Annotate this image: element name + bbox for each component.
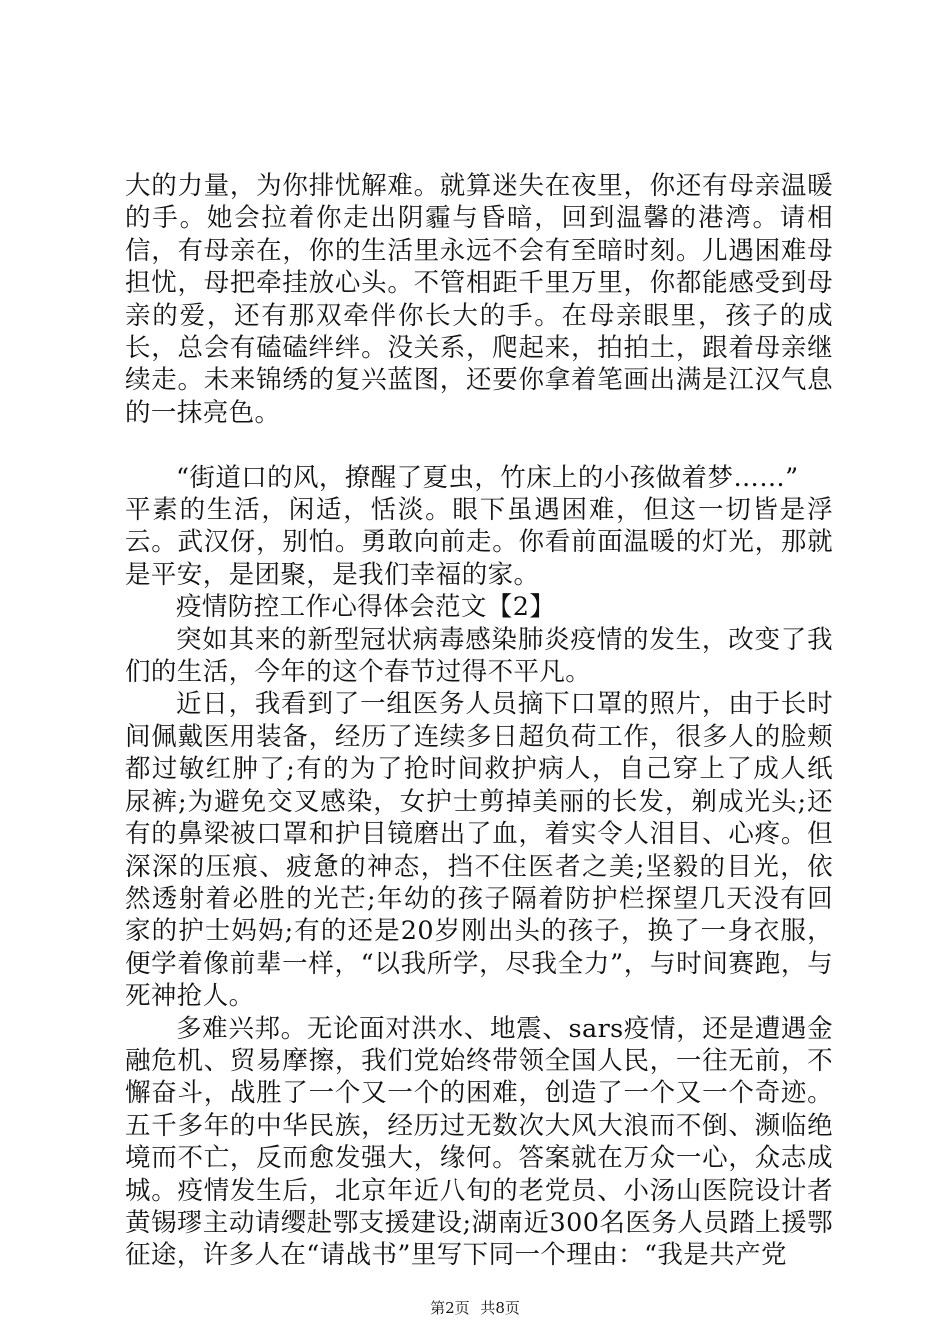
page-footer: [0, 1297, 950, 1318]
document-body: [125, 170, 833, 1272]
paragraph: 多难兴邦。无论面对洪水、地震、sars疫情，还是遭遇金融危机、贸易摩擦，我们党始终带领全国人民，一往无前，不懈奋斗，战胜了一个又一个的困难，创造了一个又一个奇迹。五千多年的中华民族，经历过无数次大风大浪而不倒、濒临绝境而不亡，反而愈发强大，缘何。答案就在万众一心，众志成城。疫情发生后，北京年近八旬的老党员、小汤山医院设计者黄锡璆主动请缨赴鄂支援建设;湖南近300名医务人员踏上援鄂征途，许多人在“请战书”里写下同一个理由：“我是共产党: [125, 1013, 833, 1271]
paragraph: 平素的生活，闲适，恬淡。眼下虽遇困难，但这一切皆是浮云。武汉伢，别怕。勇敢向前走。你看前面温暖的灯光，那就是平安，是团聚，是我们幸福的家。: [125, 495, 833, 590]
paragraph-gap: [125, 429, 833, 461]
paragraph: “街道口的风，撩醒了夏虫，竹床上的小孩做着梦……”: [176, 462, 799, 493]
paragraph: 大的力量，为你排忧解难。就算迷失在夜里，你还有母亲温暖的手。她会拉着你走出阴霾与昏暗，回到温馨的港湾。请相信，有母亲在，你的生活里永远不会有至暗时刻。儿遇困难母担忧，母把牵挂放心头。不管相距千里万里，你都能感受到母亲的爱，还有那双牵伴你长大的手。在母亲眼里，孩子的成长，总会有磕磕绊绊。没关系，爬起来，拍拍土，跟着母亲继续走。未来锦绣的复兴蓝图，还要你拿着笔画出满是江汉气息的一抹亮色。: [125, 171, 833, 428]
paragraph: 突如其来的新型冠状病毒感染肺炎疫情的发生，改变了我们的生活，今年的这个春节过得不平凡。: [125, 624, 833, 688]
page-total: 共8页: [480, 1299, 520, 1317]
paragraph: 近日，我看到了一组医务人员摘下口罩的照片，由于长时间佩戴医用装备，经历了连续多日超负荷工作，很多人的脸颊都过敏红肿了;有的为了抢时间救护病人，自己穿上了成人纸尿裤;为避免交叉感染，女护士剪掉美丽的长发，剃成光头;还有的鼻梁被口罩和护目镜磨出了血，着实令人泪目、心疼。但深深的压痕、疲惫的神态，挡不住医者之美;坚毅的目光，依然透射着必胜的光芒;年幼的孩子隔着防护栏探望几天没有回家的护士妈妈;有的还是20岁刚出头的孩子，换了一身衣服，便学着像前辈一样，“以我所学，尽我全力”，与时间赛跑，与死神抢人。: [125, 689, 833, 1012]
page-number: 第2页: [430, 1299, 470, 1317]
section-heading: 疫情防控工作心得体会范文【2】: [176, 592, 556, 623]
